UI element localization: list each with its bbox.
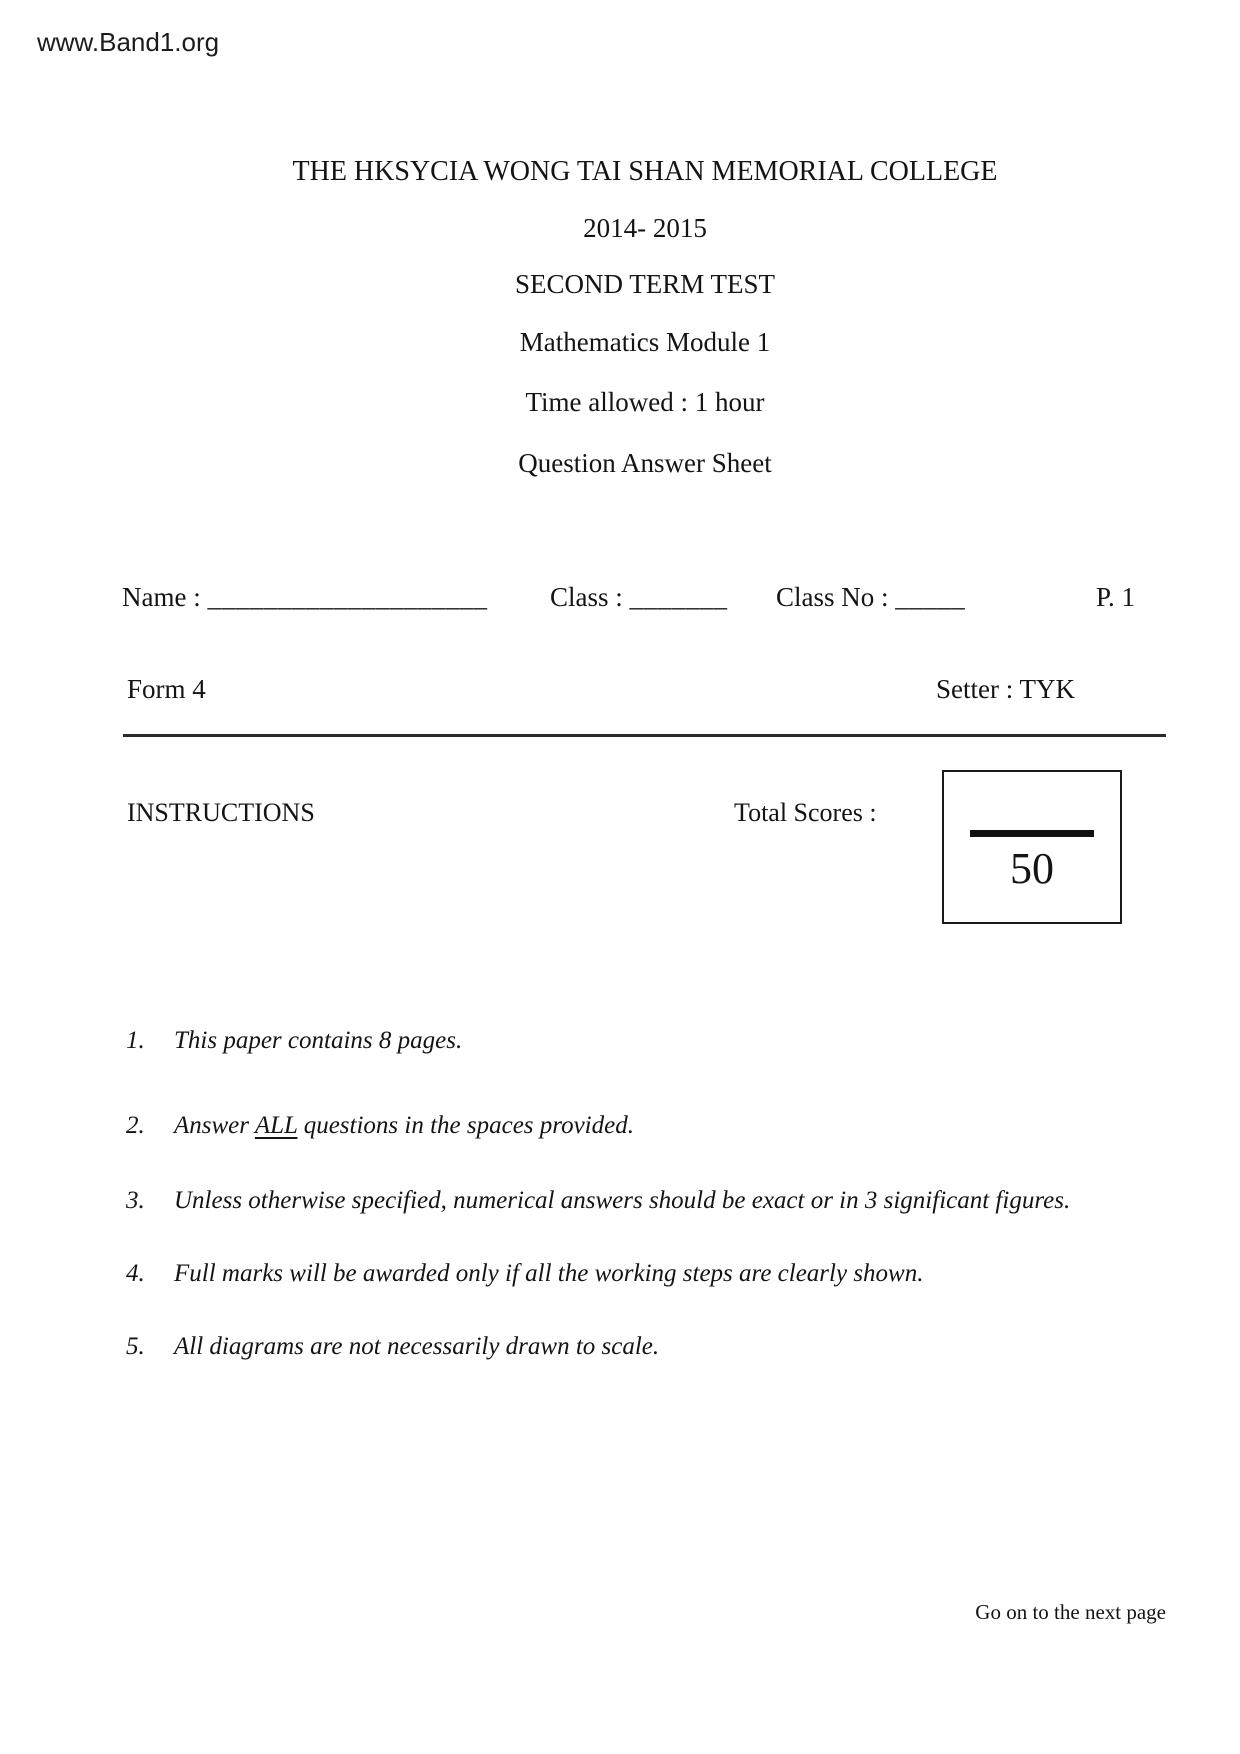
item-number: 4. bbox=[126, 1260, 145, 1287]
item-number: 2. bbox=[126, 1112, 145, 1139]
total-scores-label: Total Scores : bbox=[734, 798, 877, 827]
footer-next-page: Go on to the next page bbox=[975, 1600, 1166, 1624]
item-text: This paper contains 8 pages. bbox=[174, 1027, 463, 1054]
class-no-field bbox=[776, 582, 965, 613]
item-text: Answer bbox=[174, 1112, 255, 1139]
instruction-item-5 bbox=[126, 1332, 659, 1362]
name-field bbox=[122, 582, 487, 613]
item-text-underlined: ALL bbox=[254, 1112, 298, 1139]
class-label: Class : bbox=[550, 582, 623, 612]
item-text: All diagrams are not necessarily drawn to scale. bbox=[174, 1333, 660, 1360]
name-blank: ____________________ bbox=[207, 582, 488, 612]
class-no-blank: _____ bbox=[895, 582, 966, 612]
divider-line bbox=[123, 734, 1166, 737]
form-label: Form 4 bbox=[127, 674, 206, 704]
class-no-label: Class No : bbox=[776, 582, 889, 612]
item-text: Full marks will be awarded only if all the working steps are clearly shown. bbox=[174, 1260, 924, 1287]
item-number: 1. bbox=[126, 1027, 145, 1054]
school-name: THE HKSYCIA WONG TAI SHAN MEMORIAL COLLEGE bbox=[292, 156, 998, 187]
item-text: Unless otherwise specified, numerical answers should be exact or in 3 significant figures. bbox=[174, 1187, 1071, 1214]
class-blank: _______ bbox=[629, 582, 728, 612]
instruction-item-4 bbox=[126, 1259, 923, 1289]
sheet-title: Question Answer Sheet bbox=[518, 448, 772, 478]
test-title: SECOND TERM TEST bbox=[514, 269, 776, 299]
total-score-box bbox=[942, 770, 1122, 924]
academic-year: 2014- 2015 bbox=[583, 213, 707, 243]
setter-label: Setter : TYK bbox=[936, 674, 1075, 704]
item-text-post: questions in the spaces provided. bbox=[297, 1112, 634, 1139]
item-number: 5. bbox=[126, 1333, 145, 1360]
total-score-value: 50 bbox=[1010, 844, 1054, 893]
time-allowed: Time allowed : 1 hour bbox=[525, 387, 765, 417]
instructions-heading: INSTRUCTIONS bbox=[127, 798, 315, 827]
instruction-item-1 bbox=[126, 1026, 462, 1056]
item-number: 3. bbox=[126, 1187, 145, 1214]
class-field bbox=[550, 582, 728, 613]
watermark-site-link: www.Band1.org bbox=[37, 27, 220, 57]
page-number: P. 1 bbox=[1096, 582, 1136, 612]
name-label: Name : bbox=[122, 582, 201, 612]
subject-title: Mathematics Module 1 bbox=[519, 327, 771, 357]
score-blank-line bbox=[970, 830, 1094, 837]
instruction-item-2 bbox=[126, 1111, 634, 1141]
instruction-item-3 bbox=[126, 1186, 1070, 1216]
